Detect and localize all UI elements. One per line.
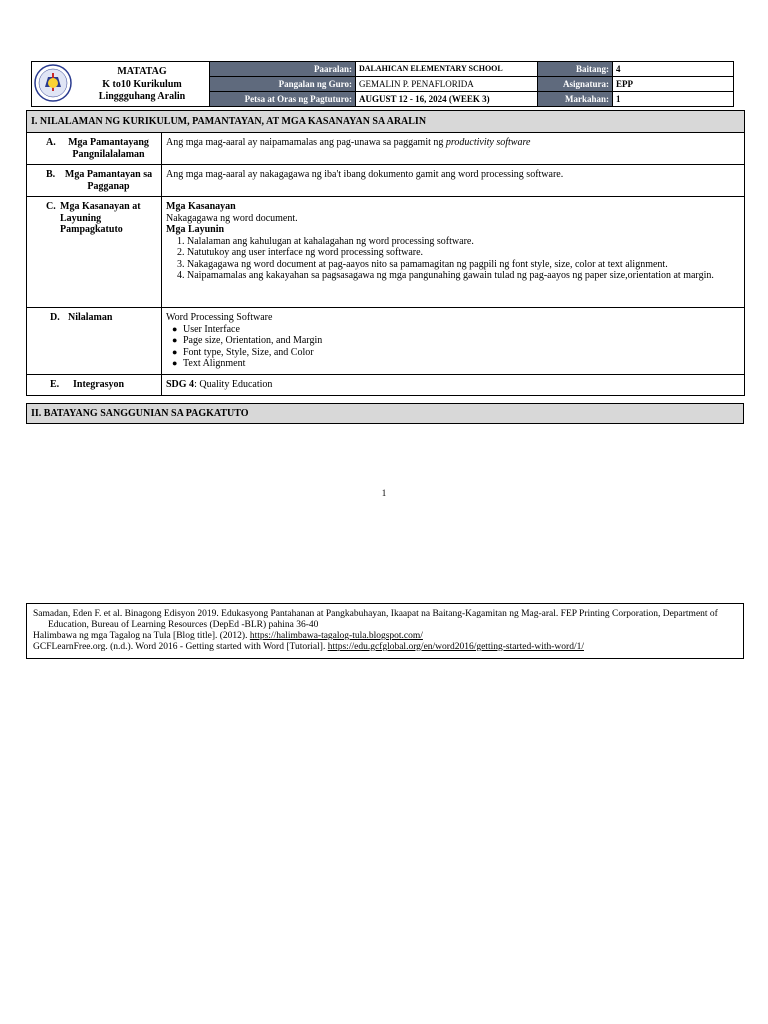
ref-link-2[interactable]: https://halimbawa-tagalog-tula.blogspot.com/ — [249, 630, 423, 641]
header-title: MATATAG K to10 Kurikulum Linggguhang Aralin — [98, 66, 186, 102]
label-paaralan: Paaralan: — [210, 62, 356, 77]
label-asignatura: Asignatura: — [538, 77, 613, 92]
deped-logo-icon — [33, 63, 73, 105]
section-ii-header: II. BATAYANG SANGGUNIAN SA PAGKATUTO — [26, 403, 744, 424]
row-b-content-cell: Ang mga mag-aaral ay nakagagawa ng iba't ibang dokumento gamit ang word processing software. — [162, 165, 745, 197]
value-baitang: 4 — [613, 62, 734, 77]
row-e-label-cell: E. Integrasyon — [27, 374, 162, 395]
ref-item-3: GCFLearnFree.org. (n.d.). Word 2016 - Getting started with Word [Tutorial]. https://edu.gcfglobal.org/en/word2016/getting-started-with-word/1/ — [33, 641, 584, 652]
page-number: 1 — [381, 488, 387, 498]
row-a-label-cell: A. Mga Pamantayang Pangnilalalaman — [27, 133, 162, 165]
value-paaralan: DALAHICAN ELEMENTARY SCHOOL — [356, 62, 538, 77]
row-e-content-cell: SDG 4: Quality Education — [162, 374, 745, 395]
label-markahan: Markahan: — [538, 92, 613, 107]
row-c-content-cell: Mga Kasanayan Nakagagawa ng word document. Mga Layunin 1. Nalalaman ang kahulugan at kahalagahan ng word processing software. 2. Natutukoy ang user interface ng word processing software. 3. Nakagagawa ng word document at pag-aayos nito sa pamamagitan ng pagpili ng font style, size, color at text alignment. 4. Naipamamalas ang kakayahan sa pagsasagawa ng mga pangunahing gawain tulad ng pag-aayos ng paper size,orientation at margin. — [162, 197, 745, 308]
row-d-content-cell: Word Processing Software ● User Interface ● Page size, Orientation, and Margin ● Font type, Style, Size, and Color ● Text Alignment — [162, 308, 745, 375]
section-i-table — [26, 110, 745, 396]
ref-item-2: Halimbawa ng mga Tagalog na Tula [Blog title]. (2012). https://halimbawa-tagalog-tula.blogspot.com/ — [33, 630, 423, 641]
label-petsa: Petsa at Oras ng Pagtuturo: — [210, 92, 356, 107]
ref-item-1: Samadan, Eden F. et al. Binagong Edisyon 2019. Edukasyong Pantahanan at Pangkabuhayan, Ikaapat na Baitang-Kagamitan ng Mag-aral. FEP Printing Corporation, Department of Education, Bureau of Learning Resources (DepEd -BLR) pahina 36-40 — [33, 609, 718, 630]
row-a-content-cell: Ang mga mag-aaral ay naipamamalas ang pag-unawa sa paggamit ng productivity software — [162, 133, 745, 165]
row-c-label-cell: C. Mga Kasanayan at Layuning Pampagkatuto — [27, 197, 162, 308]
value-petsa: AUGUST 12 - 16, 2024 (WEEK 3) — [356, 92, 538, 107]
value-asignatura: EPP — [613, 77, 734, 92]
section-i-header: I. NILALAMAN NG KURIKULUM, PAMANTAYAN, AT MGA KASANAYAN SA ARALIN — [27, 111, 745, 133]
header-table — [31, 61, 734, 107]
label-guro: Pangalan ng Guro: — [210, 77, 356, 92]
row-d-label-cell: D. Nilalaman — [27, 308, 162, 375]
row-b-label-cell: B. Mga Pamantayan sa Pagganap — [27, 165, 162, 197]
value-markahan: 1 — [613, 92, 734, 107]
value-guro: GEMALIN P. PENAFLORIDA — [356, 77, 538, 92]
references-box — [26, 603, 744, 659]
ref-link-3[interactable]: https://edu.gcfglobal.org/en/word2016/getting-started-with-word/1/ — [327, 641, 584, 652]
header-logo-cell — [32, 62, 210, 107]
label-baitang: Baitang: — [538, 62, 613, 77]
